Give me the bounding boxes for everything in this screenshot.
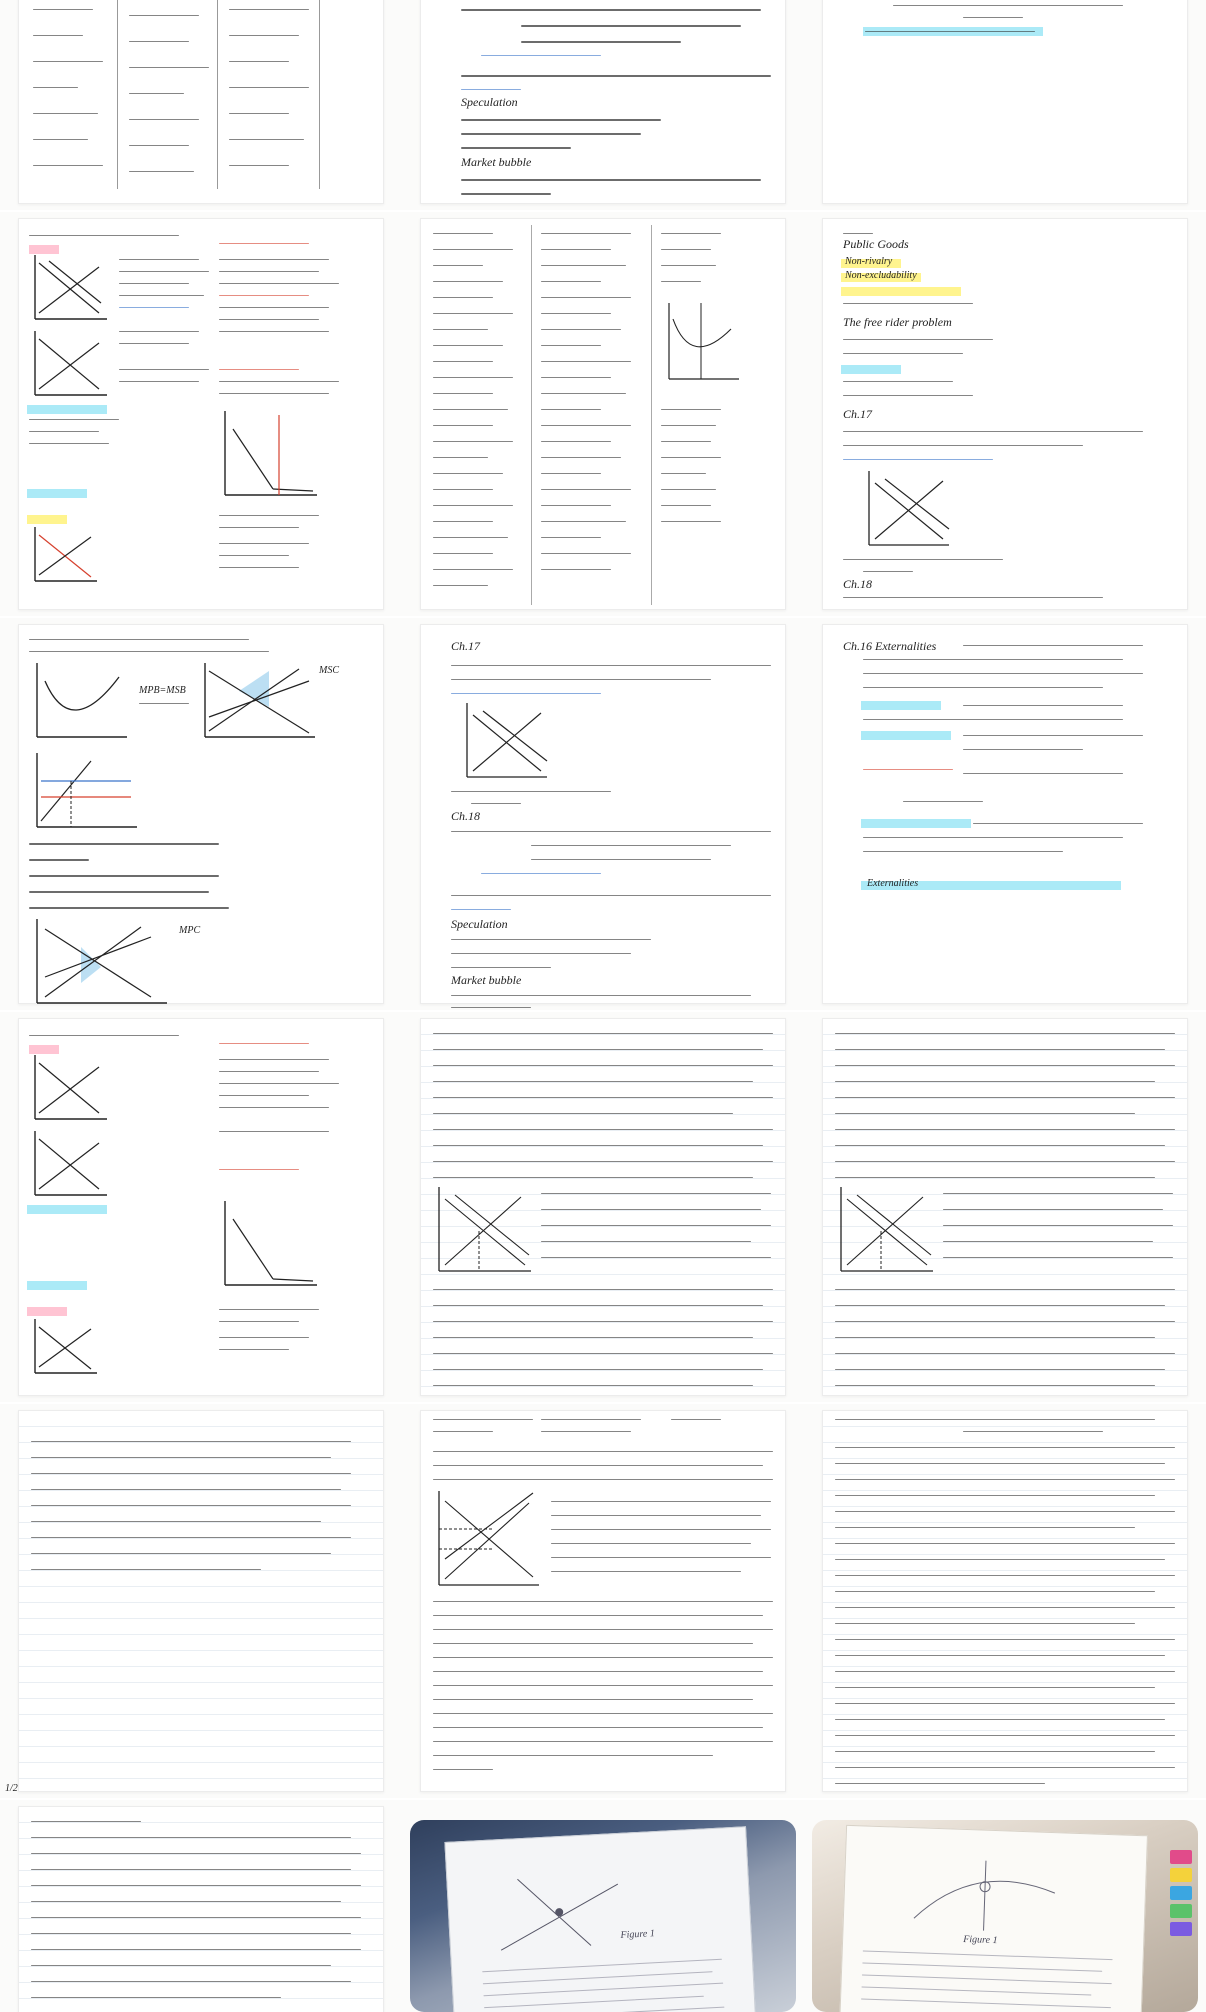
supply-demand-diagram: [835, 1185, 935, 1275]
demand-curve-diagram: [219, 1199, 319, 1289]
notes-page: [420, 624, 786, 1004]
supply-demand-diagram: [863, 469, 953, 549]
thumbnail[interactable]: [0, 1404, 402, 1798]
figure-caption: Figure 1: [963, 1933, 998, 1947]
supply-demand-diagram: [29, 253, 109, 323]
ch16-heading: Ch.16 Externalities: [843, 639, 937, 653]
ch18-heading: Ch.18: [451, 809, 481, 823]
notes-page: [822, 1018, 1188, 1396]
cost-curve-diagram: [661, 299, 741, 389]
notes-page: [420, 0, 786, 204]
page-number: 1/2: [5, 1783, 18, 1794]
externality-diagram: [199, 661, 319, 741]
mpb-msb-label: MPB=MSB: [139, 685, 186, 696]
externality-diagram: [31, 751, 141, 831]
thumbnail[interactable]: [402, 1012, 804, 1402]
thumbnail[interactable]: [0, 212, 402, 616]
notes-page: [420, 1018, 786, 1396]
thumbnail[interactable]: [0, 618, 402, 1010]
externalities-label: Externalities: [867, 878, 919, 889]
supply-demand-diagram: [29, 329, 109, 399]
supply-demand-diagram: [29, 1053, 109, 1123]
figure-diagram: [487, 1864, 632, 1961]
msc-label: MSC: [319, 665, 339, 676]
notes-page: [18, 218, 384, 610]
ch17-heading: Ch.17: [843, 407, 873, 421]
ch17-heading: Ch.17: [451, 639, 481, 653]
notes-page: [5, 1410, 384, 1794]
thumbnail[interactable]: [0, 1012, 402, 1402]
ch18-heading: Ch.18: [843, 577, 873, 591]
photo-of-printed-page: [410, 1820, 796, 2012]
non-rivalry-label: Non-rivalry: [845, 256, 893, 267]
thumbnail[interactable]: [804, 1012, 1206, 1402]
notes-page: [18, 624, 384, 1004]
thumbnail[interactable]: [402, 0, 804, 210]
public-goods-heading: Public Goods: [843, 237, 909, 251]
thumbnail[interactable]: [0, 0, 402, 210]
tax-incidence-diagram: [433, 1489, 543, 1589]
non-excludability-label: Non-excludability: [845, 270, 917, 281]
thumbnail[interactable]: [402, 1404, 804, 1798]
free-rider-heading: The free rider problem: [843, 315, 952, 329]
notes-page: [822, 1410, 1188, 1792]
photo-of-textbook: [812, 1820, 1198, 2012]
thumbnail[interactable]: [804, 212, 1206, 616]
mpc-label: MPC: [179, 925, 201, 936]
supply-demand-diagram: [29, 1129, 109, 1199]
notes-page: [822, 218, 1188, 610]
notes-page: [822, 624, 1188, 1004]
supply-demand-diagram: [461, 701, 551, 781]
thumbnail[interactable]: [402, 1800, 804, 2012]
speculation-heading: Speculation: [461, 95, 518, 109]
supply-demand-diagram: [29, 525, 99, 585]
figure-diagram: [893, 1848, 1076, 1947]
market-bubble-heading: Market bubble: [451, 973, 522, 987]
sticky-tabs: [1170, 1850, 1192, 1940]
notes-page: [18, 0, 384, 204]
thumbnail[interactable]: [804, 1800, 1206, 2012]
notes-page: [420, 1410, 786, 1792]
thumbnail[interactable]: [402, 212, 804, 616]
speculation-heading: Speculation: [451, 917, 508, 931]
thumbnail[interactable]: [402, 618, 804, 1010]
notes-page: [420, 218, 786, 610]
thumbnail[interactable]: [0, 1800, 402, 2012]
cost-curve-diagram: [31, 661, 131, 741]
thumbnail[interactable]: [804, 1404, 1206, 1798]
figure-caption: Figure 1: [620, 1928, 656, 1941]
supply-demand-diagram: [29, 1317, 99, 1377]
supply-demand-diagram: [433, 1185, 533, 1275]
notes-page: [18, 1018, 384, 1396]
thumbnail[interactable]: [804, 0, 1206, 210]
thumbnail[interactable]: [804, 618, 1206, 1010]
notes-page: [18, 1806, 384, 2012]
market-bubble-heading: Market bubble: [461, 155, 532, 169]
demand-curve-diagram: [219, 409, 319, 499]
notes-page: [822, 0, 1188, 204]
supply-demand-diagram: [31, 917, 171, 1007]
